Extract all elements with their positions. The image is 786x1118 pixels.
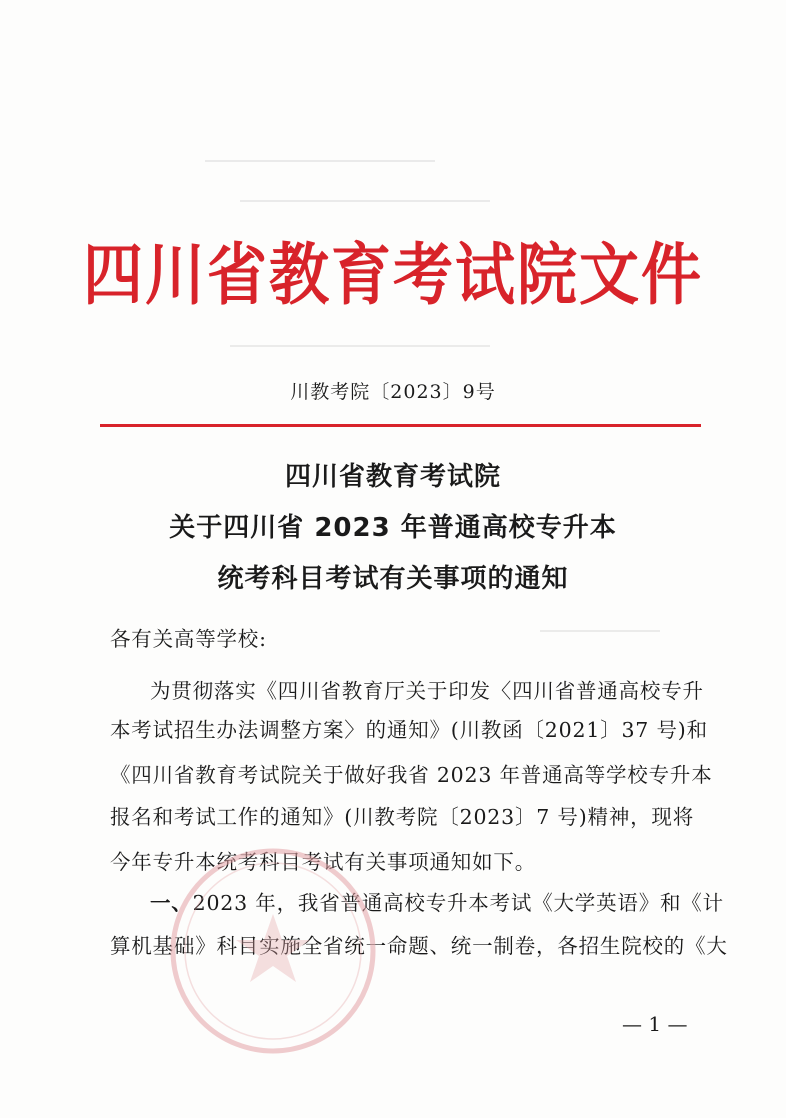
body-line-1: 为贯彻落实《四川省教育厅关于印发〈四川省普通高校专升 xyxy=(150,679,704,703)
salutation: 各有关高等学校: xyxy=(110,627,267,651)
title-line-2: 关于四川省 2023 年普通高校专升本 xyxy=(169,513,617,543)
issuer-header: 四川省教育考试院文件 xyxy=(83,236,703,315)
body-line-2: 本考试招生办法调整方案〉的通知》(川教函〔2021〕37 号)和 xyxy=(110,718,708,742)
body-line-4: 报名和考试工作的通知》(川教考院〔2023〕7 号)精神，现将 xyxy=(110,805,695,829)
section-1-line-1 xyxy=(150,886,724,916)
title-line-3: 统考科目考试有关事项的通知 xyxy=(217,564,569,594)
section-1-text: 2023 年，我省普通高校专升本考试《大学英语》和《计 xyxy=(192,891,724,915)
document-number: 川教考院〔2023〕9号 xyxy=(290,381,496,403)
section-1-lead: 一、 xyxy=(150,891,193,915)
section-1-line-2: 算机基础》科目实施全省统一命题、统一制卷，各招生院校的《大 xyxy=(110,934,728,958)
page-number: — 1 — xyxy=(622,1012,688,1036)
body-line-3: 《四川省教育考试院关于做好我省 2023 年普通高等学校专升本 xyxy=(110,763,713,787)
title-line-1: 四川省教育考试院 xyxy=(284,462,501,492)
body-line-5: 今年专升本统考科目考试有关事项通知如下。 xyxy=(110,850,536,874)
red-divider xyxy=(100,424,701,427)
